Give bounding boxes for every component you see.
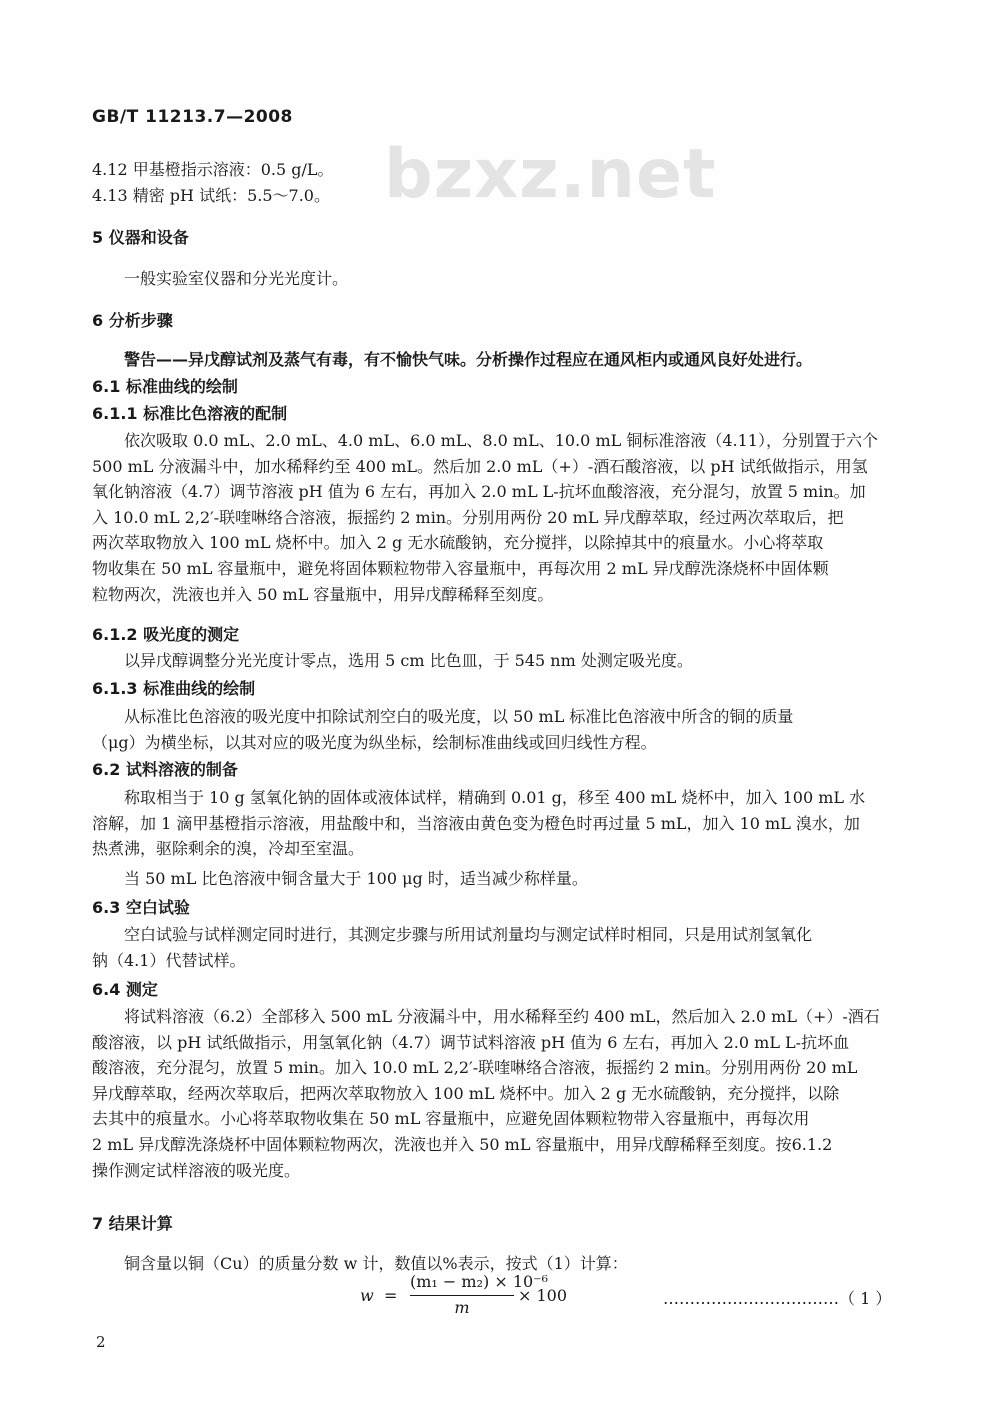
section-7-intro: 铜含量以铜（Cu）的质量分数 w 计，数值以%表示，按式（1）计算：: [124, 1254, 628, 1273]
paragraph-line: 溶解，加 1 滴甲基橙指示溶液，用盐酸中和，当溶液由黄色变为橙色时再过量 5 mL，加入 10 mL 溴水，加: [92, 813, 860, 833]
paragraph-line: 从标准比色溶液的吸光度中扣除试剂空白的吸光度，以 50 mL 标准比色溶液中所含的铜的质量: [124, 707, 794, 726]
section-6-1-1-title: 6.1.1 标准比色溶液的配制: [92, 404, 288, 423]
warning-text: 警告——异戊醇试剂及蒸气有毒，有不愉快气味。分析操作过程应在通风柜内或通风良好处进行。: [124, 350, 813, 369]
paragraph-line: 钠（4.1）代替试样。: [92, 950, 246, 970]
formula-denominator: m: [454, 1298, 470, 1317]
paragraph-line: 500 mL 分液漏斗中，加水稀释约至 400 mL。然后加 2.0 mL（+）-酒石酸溶液，以 pH 试纸做指示，用氢: [92, 456, 868, 476]
paragraph-line: 粒物两次，洗液也并入 50 mL 容量瓶中，用异戊醇稀释至刻度。: [92, 584, 554, 604]
paragraph-line: 酸溶液，以 pH 试纸做指示，用氢氧化钠（4.7）调节试料溶液 pH 值为 6 左右，再加入 2.0 mL L-抗坏血: [92, 1032, 850, 1052]
fraction-bar: [410, 1295, 514, 1296]
watermark-text: bzxz.net: [384, 135, 717, 214]
section-6-3-title: 6.3 空白试验: [92, 898, 190, 917]
paragraph-line: 入 10.0 mL 2,2′-联喹啉络合溶液，振摇约 2 min。分别用两份 20 mL 异戊醇萃取，经过两次萃取后，把: [92, 507, 844, 527]
paragraph-line: 酸溶液，充分混匀，放置 5 min。加入 10.0 mL 2,2′-联喹啉络合溶液，振摇约 2 min。分别用两份 20 mL: [92, 1058, 858, 1078]
paragraph-line: 2 mL 异戊醇洗涤烧杯中固体颗粒物两次，洗液也并入 50 mL 容量瓶中，用异戊醇稀释至刻度。按6.1.2: [92, 1134, 833, 1154]
paragraph-line: 去其中的痕量水。小心将萃取物收集在 50 mL 容量瓶中，应避免固体颗粒物带入容量瓶中，再每次用: [92, 1109, 810, 1129]
formula-number: ……………………………（ 1 ）: [663, 1289, 892, 1308]
formula-tail: × 100: [518, 1286, 568, 1305]
formula-lhs: w: [360, 1286, 374, 1305]
section-7-title: 7 结果计算: [92, 1214, 173, 1233]
paragraph-6-1-1: [92, 428, 878, 607]
paragraph-line: 空白试验与试样测定同时进行，其测定步骤与所用试剂量均与测定试样时相同，只是用试剂氢氧化: [124, 925, 813, 944]
page-number: 2: [96, 1333, 106, 1351]
paragraph-line: 异戊醇萃取，经两次萃取后，把两次萃取物放入 100 mL 烧杯中。加入 2 g 无水硫酸钠，充分搅拌，以除: [92, 1083, 840, 1103]
paragraph-line: 氧化钠溶液（4.7）调节溶液 pH 值为 6 左右，再加入 2.0 mL L-抗坏血酸溶液，充分混匀，放置 5 min。加: [92, 482, 866, 502]
section-6-1-title: 6.1 标准曲线的绘制: [92, 377, 238, 396]
paragraph-line: 依次吸取 0.0 mL、2.0 mL、4.0 mL、6.0 mL、8.0 mL、10.0 mL 铜标准溶液（4.11），分别置于六个: [124, 431, 878, 450]
section-6-2-title: 6.2 试料溶液的制备: [92, 760, 238, 779]
paragraph-line: 热煮沸，驱除剩余的溴，冷却至室温。: [92, 839, 365, 859]
paragraph-6-4: [92, 1004, 880, 1183]
formula-equals: =: [384, 1286, 398, 1305]
section-5-title: 5 仪器和设备: [92, 228, 189, 247]
paragraph-line: 称取相当于 10 g 氢氧化钠的固体或液体试样，精确到 0.01 g，移至 400 mL 烧杯中，加入 100 mL 水: [124, 788, 866, 807]
item-4-12: 4.12 甲基橙指示溶液：0.5 g/L。: [92, 160, 334, 179]
paragraph-line: （μg）为横坐标，以其对应的吸光度为纵坐标，绘制标准曲线或回归线性方程。: [92, 732, 657, 752]
paragraph-6-3: [92, 922, 812, 973]
paragraph-6-1-2: 以异戊醇调整分光光度计零点，选用 5 cm 比色皿，于 545 nm 处测定吸光度。: [124, 651, 693, 670]
item-4-13: 4.13 精密 pH 试纸：5.5～7.0。: [92, 186, 330, 205]
paragraph-line: 操作测定试样溶液的吸光度。: [92, 1160, 301, 1180]
section-6-title: 6 分析步骤: [92, 311, 173, 330]
section-6-1-3-title: 6.1.3 标准曲线的绘制: [92, 679, 256, 698]
section-6-1-2-title: 6.1.2 吸光度的测定: [92, 625, 240, 644]
section-6-4-title: 6.4 测定: [92, 980, 158, 999]
formula-numerator: (m₁ − m₂) × 10⁻⁶: [410, 1272, 549, 1291]
paragraph-6-2-note: 当 50 mL 比色溶液中铜含量大于 100 μg 时，适当减少称样量。: [124, 869, 588, 888]
paragraph-6-1-3: [92, 704, 793, 755]
paragraph-line: 将试料溶液（6.2）全部移入 500 mL 分液漏斗中，用水稀释至约 400 mL，然后加入 2.0 mL（+）-酒石: [124, 1007, 880, 1026]
standard-number-header: GB/T 11213.7—2008: [92, 107, 293, 127]
paragraph-6-2: [92, 785, 865, 862]
paragraph-line: 两次萃取物放入 100 mL 烧杯中。加入 2 g 无水硫酸钠，充分搅拌，以除掉其中的痕量水。小心将萃取: [92, 533, 824, 553]
paragraph-line: 物收集在 50 mL 容量瓶中，避免将固体颗粒物带入容量瓶中，再每次用 2 mL 异戊醇洗涤烧杯中固体颗: [92, 558, 829, 578]
section-5-body: 一般实验室仪器和分光光度计。: [124, 269, 349, 288]
